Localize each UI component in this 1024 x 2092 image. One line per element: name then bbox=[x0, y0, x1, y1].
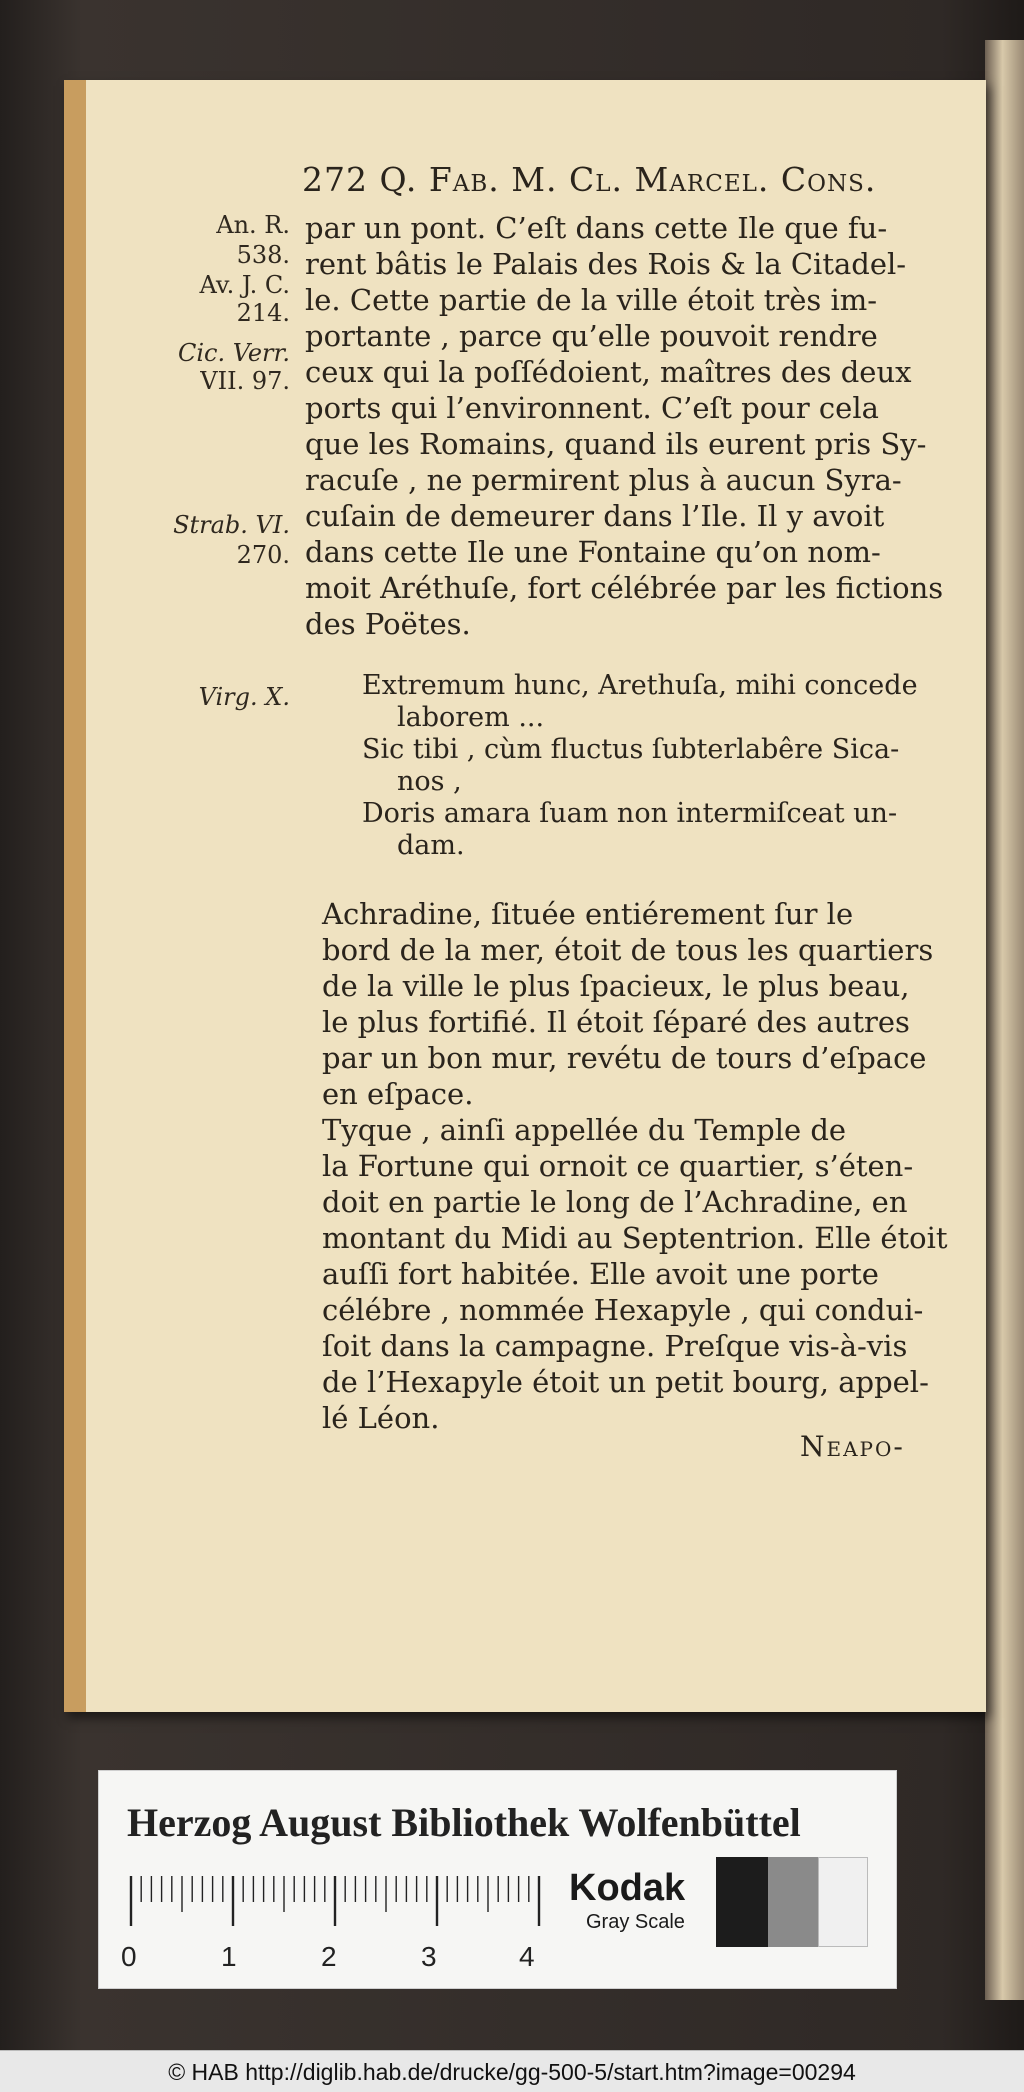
margin-note-cic-ref: VII. 97. bbox=[200, 367, 290, 395]
paragraph-arethusa bbox=[305, 210, 944, 642]
text-line: Achradine, ſituée entiérement ſur le bbox=[322, 897, 854, 931]
margin-note-av-jc: Av. J. C. bbox=[199, 271, 290, 299]
text-line: ports qui l’environnent. C’eſt pour cela bbox=[305, 391, 879, 425]
text-line: ceux qui la poſſédoient, maîtres des deux bbox=[305, 355, 912, 389]
verse-line: nos , bbox=[397, 766, 462, 797]
black-patch bbox=[716, 1857, 768, 1947]
text-line: moit Aréthuſe, fort célébrée par les fictions bbox=[305, 571, 944, 605]
text-line: célébre , nommée Hexapyle , qui condui- bbox=[322, 1293, 924, 1327]
margin-note-virg: Virg. X. bbox=[198, 683, 290, 711]
ruler-label: 0 bbox=[121, 1941, 137, 1972]
text-line: bord de la mer, étoit de tous les quartiers bbox=[322, 933, 934, 967]
margin-note-cic-verr: Cic. Verr. bbox=[177, 339, 290, 367]
text-line: dans cette Ile une Fontaine qu’on nom- bbox=[305, 535, 881, 569]
text-line: montant du Midi au Septentrion. Elle étoit bbox=[322, 1221, 948, 1255]
verse-line: Sic tibi , cùm fluctus ſubterlabêre Sica- bbox=[362, 734, 900, 765]
paragraph-achradine-tyque bbox=[322, 896, 948, 1436]
text-line: ſoit dans la campagne. Preſque vis-à-vis bbox=[322, 1329, 908, 1363]
text-line: cuſain de demeurer dans l’Ile. Il y avoit bbox=[305, 499, 885, 533]
ruler-label: 1 bbox=[221, 1941, 237, 1972]
text-line: la Fortune qui ornoit ce quartier, s’éten- bbox=[322, 1149, 914, 1183]
gray-patch bbox=[768, 1857, 818, 1947]
ruler-label: 4 bbox=[519, 1941, 535, 1972]
running-header: 272 Q. Fab. M. Cl. Marcel. Cons. bbox=[302, 160, 877, 199]
text-line: le plus fortifié. Il étoit ſéparé des autres bbox=[322, 1005, 910, 1039]
copyright-url: © HAB http://diglib.hab.de/drucke/gg-500-5/start.htm?image=00294 bbox=[168, 2059, 856, 2085]
text-line: par un bon mur, revétu de tours d’eſpace bbox=[322, 1041, 927, 1075]
text-line: le. Cette partie de la ville étoit très im- bbox=[305, 283, 878, 317]
page-edge bbox=[985, 40, 1024, 2000]
text-line: de la ville le plus ſpacieux, le plus beau, bbox=[322, 969, 910, 1003]
margin-note-year-bc: 214. bbox=[236, 299, 290, 327]
text-line: racuſe , ne permirent plus à aucun Syra- bbox=[305, 463, 902, 497]
library-title: Herzog August Bibliothek Wolfenbüttel bbox=[127, 1800, 801, 1845]
ruler-label: 2 bbox=[321, 1941, 337, 1972]
text-line: des Poëtes. bbox=[305, 607, 471, 641]
margin-note-an-r: An. R. bbox=[216, 211, 290, 239]
text-line: par un pont. C’eſt dans cette Ile que fu- bbox=[305, 211, 888, 245]
margin-note-year-rome: 538. bbox=[236, 241, 290, 269]
margin-note-strab: Strab. VI. bbox=[173, 511, 290, 539]
white-patch bbox=[818, 1857, 868, 1947]
verse-quotation bbox=[362, 670, 927, 862]
kodak-logo: Kodak bbox=[569, 1867, 686, 1909]
text-line: que les Romains, quand ils eurent pris Sy- bbox=[305, 427, 927, 461]
text-line: auſſi fort habitée. Elle avoit une porte bbox=[322, 1257, 879, 1291]
text-line: rent bâtis le Palais des Rois & la Citadel- bbox=[305, 247, 907, 281]
margin-note-strab-ref: 270. bbox=[236, 541, 290, 569]
text-line: Tyque , ainſi appellée du Temple de bbox=[322, 1113, 847, 1147]
verse-line: Doris amara ſuam non intermiſceat un- bbox=[362, 798, 898, 829]
gray-scale-label: Gray Scale bbox=[586, 1911, 685, 1933]
ruler-scale bbox=[129, 1876, 639, 1926]
text-line: de l’Hexapyle étoit un petit bourg, appel- bbox=[322, 1365, 929, 1399]
copyright-bar bbox=[0, 2050, 1024, 2092]
ruler-label: 3 bbox=[421, 1941, 437, 1972]
text-line: lé Léon. bbox=[322, 1401, 440, 1435]
verse-line: laborem ... bbox=[397, 702, 545, 733]
verse-line: dam. bbox=[397, 830, 465, 861]
text-line: en eſpace. bbox=[322, 1077, 474, 1111]
text-line: portante , parce qu’elle pouvoit rendre bbox=[305, 319, 878, 353]
color-target-card bbox=[98, 1770, 897, 1989]
text-line: doit en partie le long de l’Achradine, en bbox=[322, 1185, 908, 1219]
catchword: Neapo- bbox=[800, 1430, 905, 1463]
verse-line: Extremum hunc, Arethuſa, mihi concede bbox=[362, 670, 918, 701]
